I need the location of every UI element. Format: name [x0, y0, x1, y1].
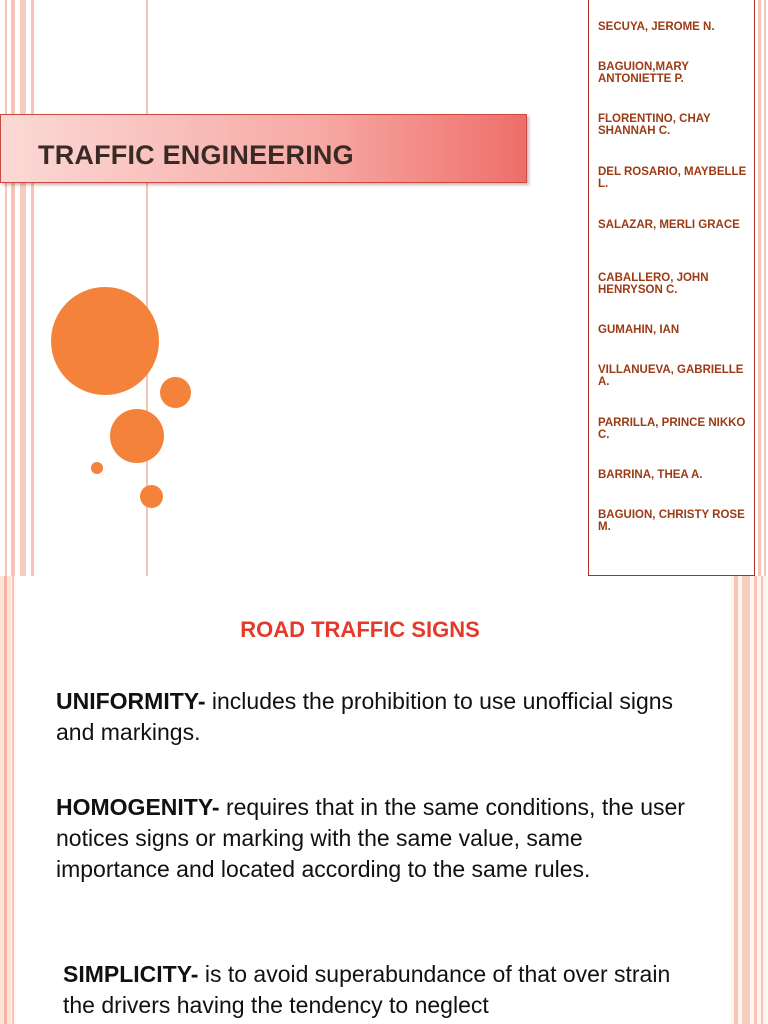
member-name: PARRILLA, PRINCE NIKKO C. — [598, 417, 746, 441]
decorative-stripe — [764, 0, 766, 576]
term-label: SIMPLICITY- — [63, 961, 199, 987]
decorative-stripe — [11, 0, 15, 576]
small-circle — [140, 485, 163, 508]
content-slide — [0, 576, 768, 1024]
member-name: CABALLERO, JOHN HENRYSON C. — [598, 272, 709, 296]
decorative-stripe — [758, 0, 761, 576]
decorative-stripe — [5, 0, 7, 576]
decorative-stripe — [20, 0, 26, 576]
decorative-stripe — [4, 576, 7, 1024]
term-description: is to avoid superabundance of that over strain the drivers having the tendency to neglect — [63, 961, 671, 1018]
medium-circle — [110, 409, 164, 463]
term-label: UNIFORMITY- — [56, 688, 206, 714]
slide-heading: ROAD TRAFFIC SIGNS — [240, 617, 480, 642]
member-name: BAGUION, CHRISTY ROSE M. — [598, 509, 745, 533]
large-circle — [51, 287, 159, 395]
decorative-stripe — [761, 576, 763, 1024]
member-name: VILLANUEVA, GABRIELLE A. — [598, 364, 744, 388]
term-label: HOMOGENITY- — [56, 794, 220, 820]
homogenity-paragraph — [56, 792, 696, 885]
small-circle — [160, 377, 191, 408]
members-list — [588, 0, 755, 576]
term-description: includes the prohibition to use unofficial signs and markings. — [56, 688, 674, 745]
decorative-stripe — [12, 576, 14, 1024]
member-name: BAGUION,MARY ANTONIETTE P. — [598, 61, 689, 85]
term-description: requires that in the same conditions, the user notices signs or marking with the same value, same importance and located according to the same rules. — [56, 794, 685, 882]
uniformity-paragraph — [56, 686, 696, 748]
slide-title: TRAFFIC ENGINEERING — [38, 140, 354, 170]
member-name: BARRINA, THEA A. — [598, 469, 703, 481]
member-name: SECUYA, JEROME N. — [598, 21, 715, 33]
decorative-stripe — [734, 576, 738, 1024]
member-name: FLORENTINO, CHAY SHANNAH C. — [598, 113, 711, 137]
member-name: GUMAHIN, IAN — [598, 324, 680, 336]
decorative-stripe — [754, 576, 757, 1024]
decorative-stripe — [742, 576, 750, 1024]
simplicity-paragraph — [63, 959, 703, 1021]
member-name: DEL ROSARIO, MAYBELLE L. — [598, 166, 747, 190]
decorative-stripe — [31, 0, 34, 576]
tiny-circle — [91, 462, 103, 474]
member-name: SALAZAR, MERLI GRACE — [598, 219, 740, 231]
